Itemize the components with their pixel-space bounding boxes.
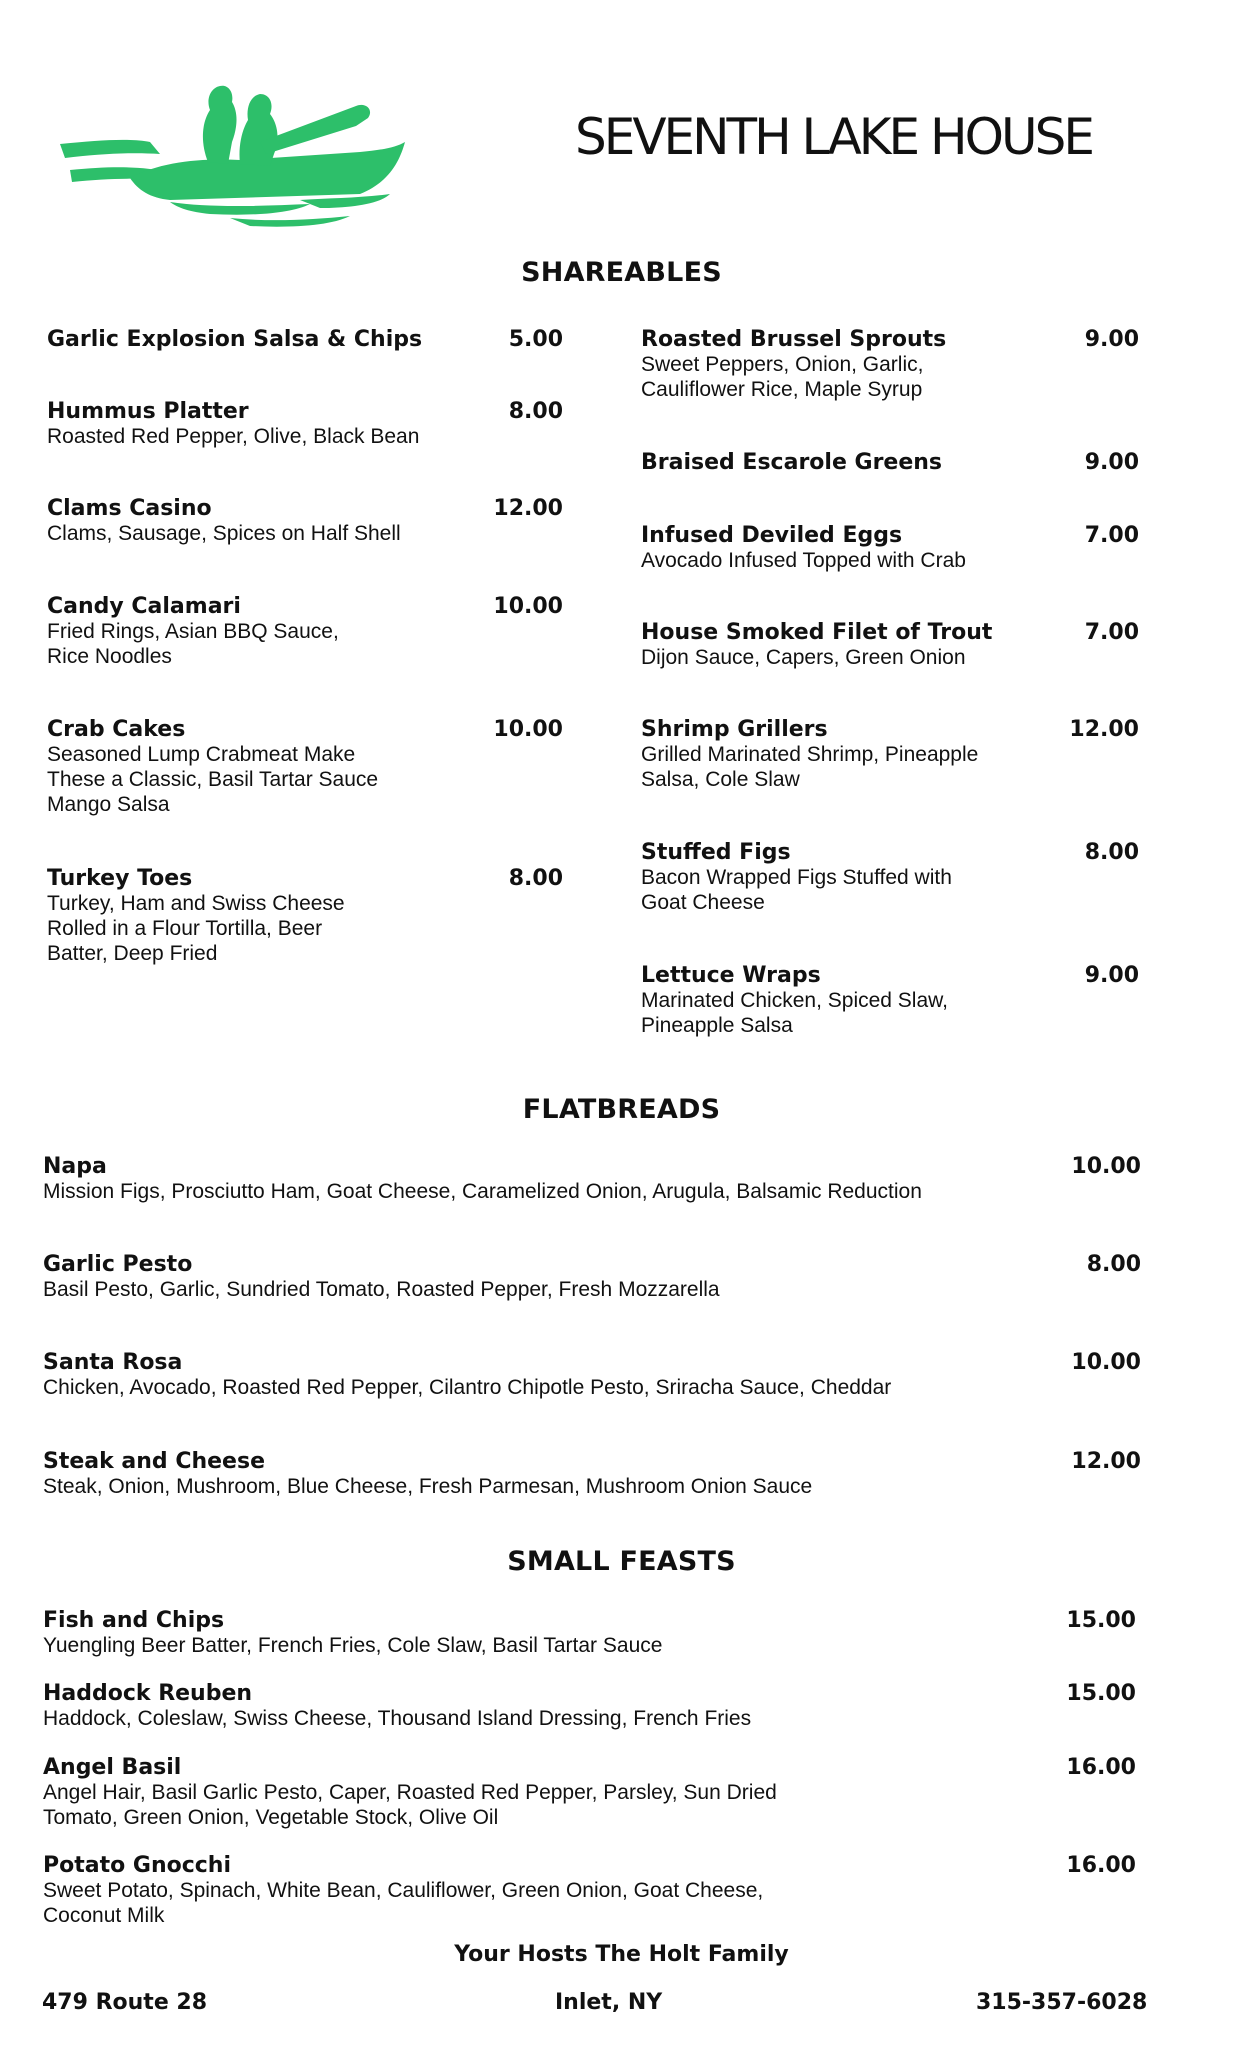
menu-item xyxy=(43,1350,891,1400)
menu-item-name: Turkey Toes xyxy=(47,866,193,891)
menu-item-price: 16.00 xyxy=(1066,1853,1136,1878)
menu-item xyxy=(43,1154,922,1204)
menu-item-price: 16.00 xyxy=(1066,1755,1136,1780)
menu-item xyxy=(43,1853,763,1928)
menu-item-name: Shrimp Grillers xyxy=(641,717,828,742)
menu-item xyxy=(47,594,339,669)
menu-item xyxy=(641,620,992,670)
menu-item-name: Roasted Brussel Sprouts xyxy=(641,327,947,352)
menu-item-price: 15.00 xyxy=(1066,1681,1136,1706)
menu-item-name: Lettuce Wraps xyxy=(641,963,821,988)
menu-item xyxy=(43,1608,662,1658)
menu-item xyxy=(47,866,345,966)
menu-item-description: Dijon Sauce, Capers, Green Onion xyxy=(641,646,966,669)
menu-item-description: Batter, Deep Fried xyxy=(47,942,218,965)
menu-item-price: 10.00 xyxy=(493,717,563,742)
section-title-flatbreads: FLATBREADS xyxy=(522,1094,721,1125)
menu-item-name: Haddock Reuben xyxy=(43,1681,253,1706)
menu-item-description: Mango Salsa xyxy=(47,793,170,816)
menu-item-name: Garlic Pesto xyxy=(43,1252,193,1277)
section-title-shareables: SHAREABLES xyxy=(521,257,722,288)
menu-item-name: House Smoked Filet of Trout xyxy=(641,620,993,645)
menu-item xyxy=(43,1252,720,1302)
restaurant-name: SEVENTH LAKE HOUSE xyxy=(575,108,1092,166)
menu-item-name: Potato Gnocchi xyxy=(43,1853,232,1878)
menu-item-description: Sweet Potato, Spinach, White Bean, Cauliflower, Green Onion, Goat Cheese, xyxy=(43,1879,764,1902)
menu-item-name: Garlic Explosion Salsa & Chips xyxy=(47,327,423,352)
menu-item xyxy=(47,717,378,817)
menu-item-description: Pineapple Salsa xyxy=(641,1014,793,1037)
menu-item xyxy=(641,717,978,792)
menu-item xyxy=(47,496,401,546)
menu-item-description: Salsa, Cole Slaw xyxy=(641,768,800,791)
menu-item-description: Tomato, Green Onion, Vegetable Stock, Olive Oil xyxy=(43,1806,499,1829)
menu-item-description: Steak, Onion, Mushroom, Blue Cheese, Fresh Parmesan, Mushroom Onion Sauce xyxy=(43,1475,813,1498)
menu-item xyxy=(641,840,952,915)
menu-item-description: Rice Noodles xyxy=(47,645,172,668)
menu-item xyxy=(641,327,946,402)
menu-item-description: Grilled Marinated Shrimp, Pineapple xyxy=(641,743,979,766)
boat-couple-logo-icon xyxy=(60,82,420,234)
menu-item-price: 10.00 xyxy=(1071,1154,1141,1179)
menu-item-description: Bacon Wrapped Figs Stuffed with xyxy=(641,866,952,889)
menu-item-name: Infused Deviled Eggs xyxy=(641,523,903,548)
menu-item xyxy=(43,1755,777,1830)
menu-item-price: 8.00 xyxy=(1086,1252,1141,1277)
menu-item-price: 7.00 xyxy=(1084,620,1139,645)
menu-item xyxy=(641,963,948,1038)
menu-item-name: Stuffed Figs xyxy=(641,840,791,865)
menu-item-description: Mission Figs, Prosciutto Ham, Goat Cheese, Caramelized Onion, Arugula, Balsamic Reduction xyxy=(43,1180,922,1203)
menu-item-description: Sweet Peppers, Onion, Garlic, xyxy=(641,353,924,376)
menu-item-description: Seasoned Lump Crabmeat Make xyxy=(47,743,356,766)
menu-item-name: Clams Casino xyxy=(47,496,212,521)
phone-number: 315-357-6028 xyxy=(976,1990,1148,2015)
menu-item-price: 9.00 xyxy=(1084,963,1139,988)
menu-item xyxy=(47,399,419,449)
menu-item-name: Steak and Cheese xyxy=(43,1449,265,1474)
menu-item-price: 5.00 xyxy=(508,327,563,352)
menu-item-name: Santa Rosa xyxy=(43,1350,183,1375)
hosts-line: Your Hosts The Holt Family xyxy=(454,1942,789,1967)
menu-item-price: 9.00 xyxy=(1084,450,1139,475)
menu-item-description: These a Classic, Basil Tartar Sauce xyxy=(47,768,379,791)
menu-item-name: Angel Basil xyxy=(43,1755,182,1780)
menu-item-name: Hummus Platter xyxy=(47,399,249,424)
menu-item-name: Napa xyxy=(43,1154,107,1179)
menu-item-description: Haddock, Coleslaw, Swiss Cheese, Thousand Island Dressing, French Fries xyxy=(43,1707,752,1730)
menu-item xyxy=(641,450,942,475)
menu-item xyxy=(47,327,422,352)
menu-item-price: 8.00 xyxy=(1084,840,1139,865)
menu-item-description: Angel Hair, Basil Garlic Pesto, Caper, Roasted Red Pepper, Parsley, Sun Dried xyxy=(43,1781,777,1804)
menu-item-price: 10.00 xyxy=(1071,1350,1141,1375)
menu-item-name: Braised Escarole Greens xyxy=(641,450,943,475)
menu-item-price: 7.00 xyxy=(1084,523,1139,548)
menu-item-name: Crab Cakes xyxy=(47,717,186,742)
menu-item-description: Marinated Chicken, Spiced Slaw, xyxy=(641,989,948,1012)
menu-item-description: Avocado Infused Topped with Crab xyxy=(641,549,966,572)
menu-item-description: Goat Cheese xyxy=(641,891,765,914)
menu-item-price: 12.00 xyxy=(493,496,563,521)
menu-item-price: 9.00 xyxy=(1084,327,1139,352)
town: Inlet, NY xyxy=(555,1990,663,2015)
menu-item xyxy=(43,1449,812,1499)
menu-item-description: Chicken, Avocado, Roasted Red Pepper, Cilantro Chipotle Pesto, Sriracha Sauce, Cheddar xyxy=(43,1376,892,1399)
menu-item-name: Candy Calamari xyxy=(47,594,241,619)
menu-item-price: 8.00 xyxy=(508,866,563,891)
menu-item-description: Yuengling Beer Batter, French Fries, Cole Slaw, Basil Tartar Sauce xyxy=(43,1634,663,1657)
address: 479 Route 28 xyxy=(42,1990,208,2015)
menu-item-price: 12.00 xyxy=(1069,717,1139,742)
menu-item-description: Basil Pesto, Garlic, Sundried Tomato, Roasted Pepper, Fresh Mozzarella xyxy=(43,1278,720,1301)
menu-item-price: 10.00 xyxy=(493,594,563,619)
menu-item-description: Turkey, Ham and Swiss Cheese xyxy=(47,892,345,915)
menu-item-description: Coconut Milk xyxy=(43,1904,165,1927)
menu-item-price: 12.00 xyxy=(1071,1449,1141,1474)
menu-item-description: Rolled in a Flour Tortilla, Beer xyxy=(47,917,323,940)
menu-item-name: Fish and Chips xyxy=(43,1608,225,1633)
section-title-small-feasts: SMALL FEASTS xyxy=(507,1546,736,1577)
menu-item-description: Clams, Sausage, Spices on Half Shell xyxy=(47,522,401,545)
menu-item-price: 8.00 xyxy=(508,399,563,424)
menu-item-description: Fried Rings, Asian BBQ Sauce, xyxy=(47,620,339,643)
menu-item-description: Roasted Red Pepper, Olive, Black Bean xyxy=(47,425,420,448)
menu-item xyxy=(641,523,966,573)
menu-item-price: 15.00 xyxy=(1066,1608,1136,1633)
menu-item xyxy=(43,1681,751,1731)
menu-item-description: Cauliflower Rice, Maple Syrup xyxy=(641,378,923,401)
